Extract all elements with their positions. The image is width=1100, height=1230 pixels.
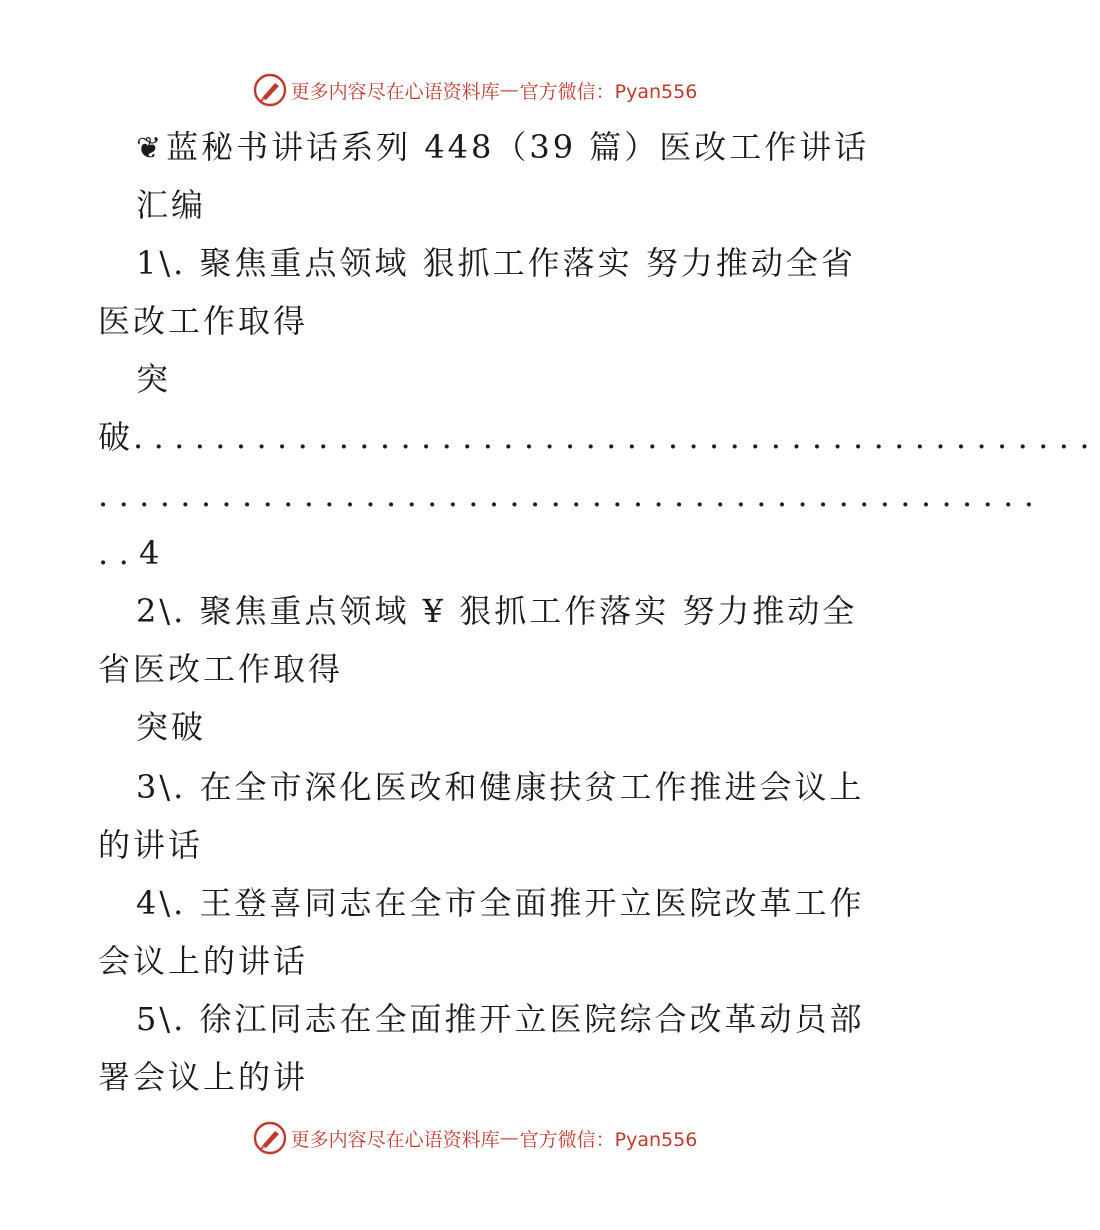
toc-item-4-line1[interactable]: 4\. 王登喜同志在全市全面推开立医院改革工作	[136, 884, 865, 922]
toc-item-2-line2[interactable]: 省医改工作取得	[98, 650, 344, 688]
toc-item-1-line3[interactable]: 突	[136, 360, 172, 398]
toc-item-3-line2[interactable]: 的讲话	[98, 826, 204, 864]
pen-logo-icon	[253, 73, 287, 107]
toc-item-1-page[interactable]	[98, 528, 163, 578]
page-number: 4	[139, 534, 163, 572]
toc-item-1-tail: 破	[98, 418, 134, 456]
toc-item-1-line1[interactable]: 1\. 聚焦重点领域 狠抓工作落实 努力推动全省	[136, 244, 856, 282]
toc-title-line2: 汇编	[136, 186, 207, 224]
footer-banner	[0, 1118, 950, 1158]
toc-leader-dots: ..	[98, 534, 140, 572]
banner-wechat: 官方微信：Pyan556	[519, 80, 698, 103]
pen-logo-icon	[253, 1121, 287, 1155]
toc-item-5-line1[interactable]: 5\. 徐江同志在全面推开立医院综合改革动员部	[136, 1000, 865, 1038]
banner-separator: —	[499, 1127, 520, 1149]
toc-title	[136, 122, 869, 172]
banner-wechat: 官方微信：Pyan556	[519, 1128, 698, 1151]
toc-item-3-line1[interactable]: 3\. 在全市深化医改和健康扶贫工作推进会议上	[136, 768, 865, 806]
header-banner	[0, 70, 950, 110]
banner-text: 更多内容尽在心语资料库	[290, 1128, 500, 1151]
toc-item-1-line4[interactable]	[98, 412, 1100, 462]
toc-item-2-line3[interactable]: 突破	[136, 708, 207, 746]
toc-item-1-line2[interactable]: 医改工作取得	[98, 302, 309, 340]
toc-item-2-line1[interactable]: 2\. 聚焦重点领域 ¥ 狠抓工作落实 努力推动全	[136, 592, 858, 630]
toc-leader-dots: ...............................................	[133, 418, 1100, 456]
toc-item-4-line2[interactable]: 会议上的讲话	[98, 942, 309, 980]
toc-item-5-line2[interactable]: 署会议上的讲	[98, 1058, 309, 1096]
banner-separator: —	[499, 79, 520, 101]
toc-title-line1: 蓝秘书讲话系列 448（39 篇）医改工作讲话	[166, 128, 870, 166]
toc-leader-dots: ..............................................	[98, 476, 1045, 514]
fleuron-icon: ❦	[136, 131, 165, 166]
banner-text: 更多内容尽在心语资料库	[290, 80, 500, 103]
